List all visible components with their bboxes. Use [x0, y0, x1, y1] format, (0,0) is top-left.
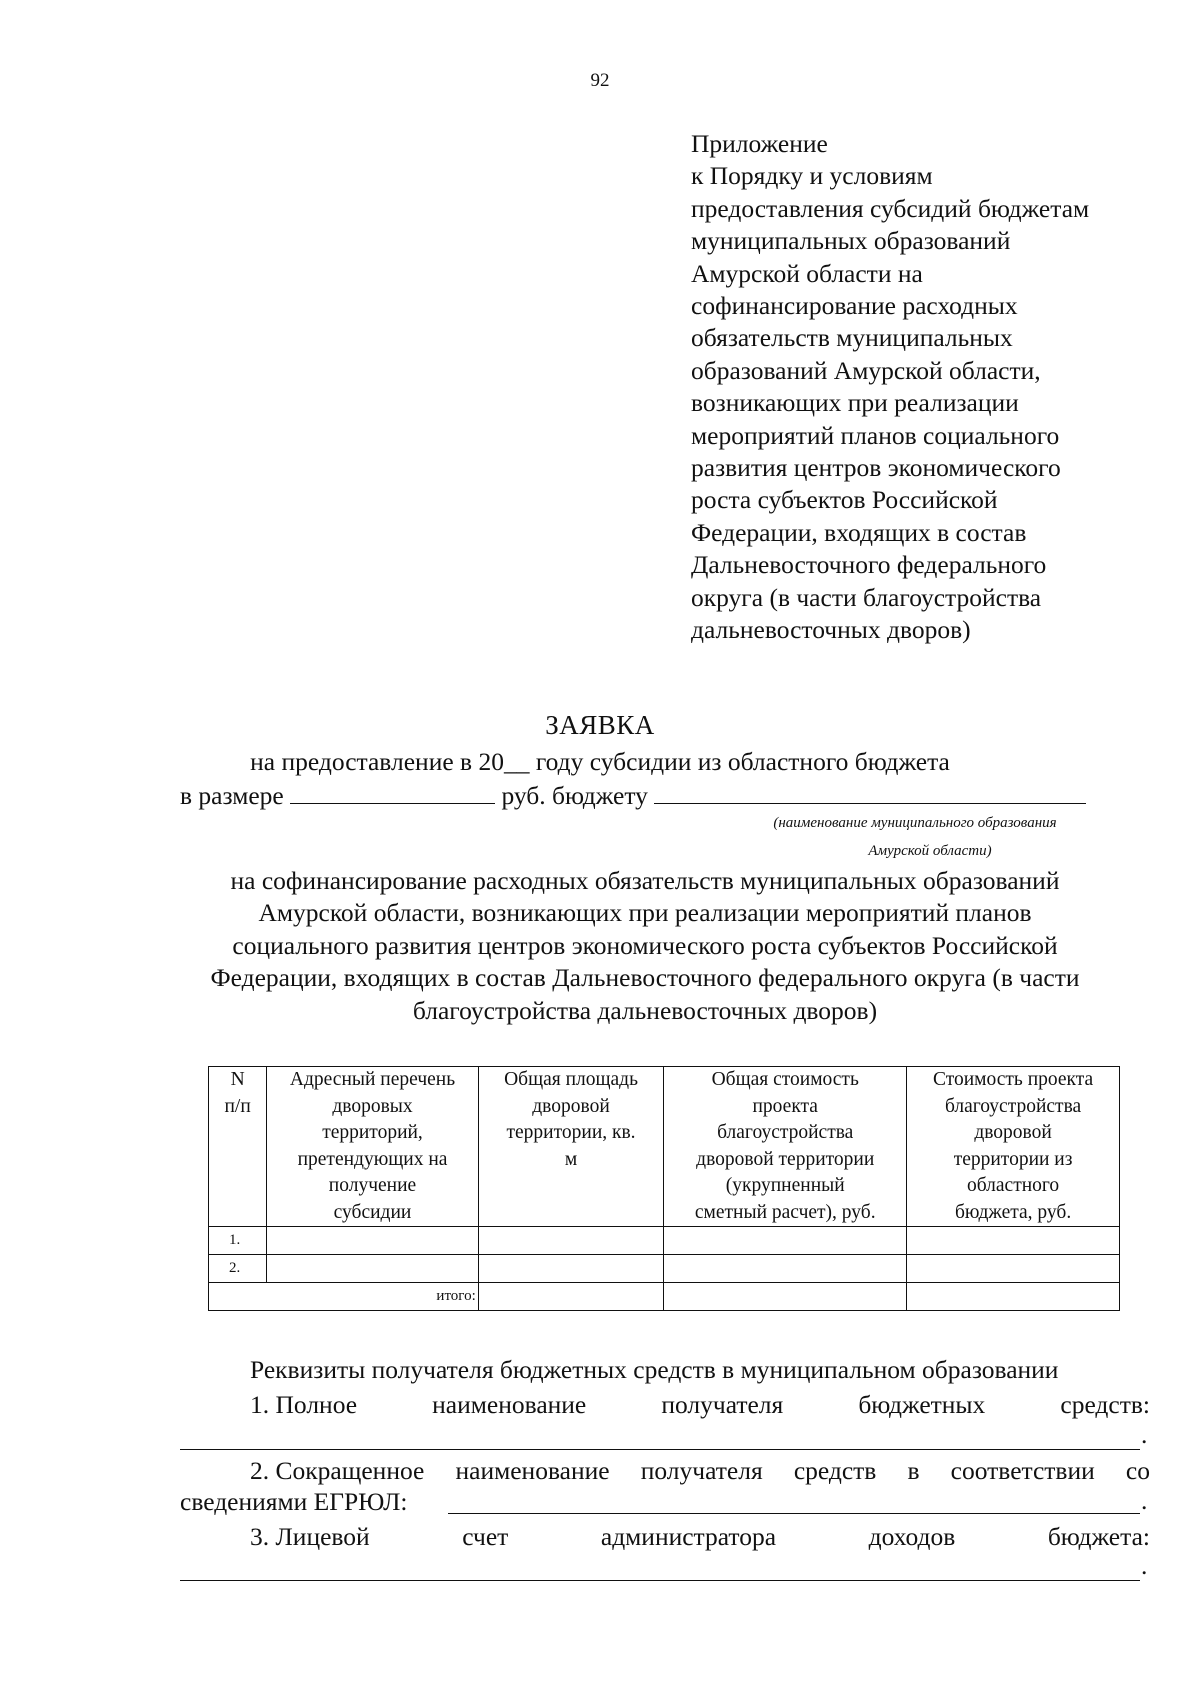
- purpose-paragraph: [150, 865, 1140, 1027]
- appendix-line: образований Амурской области,: [691, 355, 1041, 385]
- appendix-line: муниципальных образований: [691, 226, 1011, 256]
- document-subtitle: на предоставление в 20__ году субсидии из областного бюджета: [250, 747, 950, 776]
- table-total-row: [209, 1283, 1120, 1311]
- header-total-area: Общая площадь дворовой территории, кв. м: [478, 1067, 664, 1227]
- line-period: .: [1141, 1486, 1148, 1515]
- appendix-line: Федерации, входящих в состав: [691, 517, 1027, 547]
- row-number: 1.: [209, 1227, 267, 1255]
- table-cell: [907, 1227, 1120, 1255]
- table-cell: [664, 1255, 907, 1283]
- appendix-line: развития центров экономического: [691, 453, 1061, 483]
- table-cell: [907, 1255, 1120, 1283]
- purpose-line: социального развития центров экономического роста субъектов Российской: [232, 930, 1058, 960]
- header-address-list: Адресный перечень дворовых территорий, претендующих на получение субсидии: [267, 1067, 479, 1227]
- table-cell: [267, 1227, 479, 1255]
- requisite-item-2-line-2: сведениями ЕГРЮЛ:: [180, 1487, 408, 1516]
- line-period: .: [1141, 1551, 1148, 1580]
- table-header-row: [209, 1067, 1120, 1227]
- appendix-line: роста субъектов Российской: [691, 485, 998, 515]
- table-cell: [907, 1283, 1120, 1311]
- header-total-cost: Общая стоимость проекта благоустройства дворовой территории (укрупненный сметный расчет), руб.: [664, 1067, 907, 1227]
- purpose-line: на софинансирование расходных обязательств муниципальных образований: [230, 866, 1060, 895]
- requisite-item-1: 1. Полное наименование получателя бюджетных средств:: [250, 1390, 1150, 1419]
- requisite-item-2: 2. Сокращенное наименование получателя средств в соответствии со: [250, 1456, 1150, 1485]
- fill-line-full-name: [180, 1449, 1140, 1450]
- appendix-line: возникающих при реализации: [691, 388, 1019, 418]
- table-cell: [478, 1283, 664, 1311]
- purpose-line: Федерации, входящих в состав Дальневосточного федерального округа (в части: [210, 963, 1080, 993]
- note-line: (наименование муниципального образования: [773, 815, 1057, 831]
- header-regional-cost: Стоимость проекта благоустройства дворовой территории из областного бюджета, руб.: [907, 1067, 1120, 1227]
- size-line: [180, 781, 1180, 811]
- appendix-line: предоставления субсидий бюджетам: [691, 193, 1090, 223]
- row-number: 2.: [209, 1255, 267, 1283]
- fill-line-short-name: [448, 1513, 1140, 1514]
- appendix-line: софинансирование расходных: [691, 291, 1018, 321]
- municipality-blank: [654, 802, 1086, 804]
- appendix-line: округа (в части благоустройства: [691, 582, 1042, 612]
- appendix-line: обязательств муниципальных: [691, 323, 1013, 353]
- note-line: Амурской области): [868, 843, 992, 859]
- size-prefix: в размере: [180, 781, 284, 810]
- appendix-block: [691, 128, 1151, 647]
- table-row: [209, 1227, 1120, 1255]
- table-cell: [478, 1227, 664, 1255]
- header-number: N п/п: [209, 1067, 267, 1227]
- line-period: .: [1141, 1420, 1148, 1449]
- appendix-line: Приложение: [691, 129, 828, 158]
- document-title: ЗАЯВКА: [545, 710, 655, 740]
- page-number: 92: [590, 70, 610, 91]
- requisite-item-3: 3. Лицевой счет администратора доходов бюджета:: [250, 1522, 1150, 1551]
- purpose-line: благоустройства дальневосточных дворов): [412, 995, 878, 1025]
- purpose-line: Амурской области, возникающих при реализации мероприятий планов: [258, 898, 1032, 928]
- table-cell: [664, 1227, 907, 1255]
- fill-line-account: [180, 1580, 1140, 1581]
- table-cell: [664, 1283, 907, 1311]
- requisites-title: Реквизиты получателя бюджетных средств в муниципальном образовании: [250, 1355, 1059, 1384]
- appendix-line: Амурской области на: [691, 258, 923, 288]
- size-middle: руб. бюджету: [501, 781, 648, 810]
- total-label: итого:: [209, 1283, 479, 1311]
- table-row: [209, 1255, 1120, 1283]
- amount-blank: [290, 802, 495, 804]
- appendix-line: мероприятий планов социального: [691, 420, 1060, 450]
- table-cell: [478, 1255, 664, 1283]
- appendix-line: к Порядку и условиям: [691, 161, 933, 191]
- appendix-line: Дальневосточного федерального: [691, 550, 1047, 580]
- appendix-line: дальневосточных дворов): [691, 615, 971, 645]
- application-table: [208, 1066, 1120, 1311]
- table-cell: [267, 1255, 479, 1283]
